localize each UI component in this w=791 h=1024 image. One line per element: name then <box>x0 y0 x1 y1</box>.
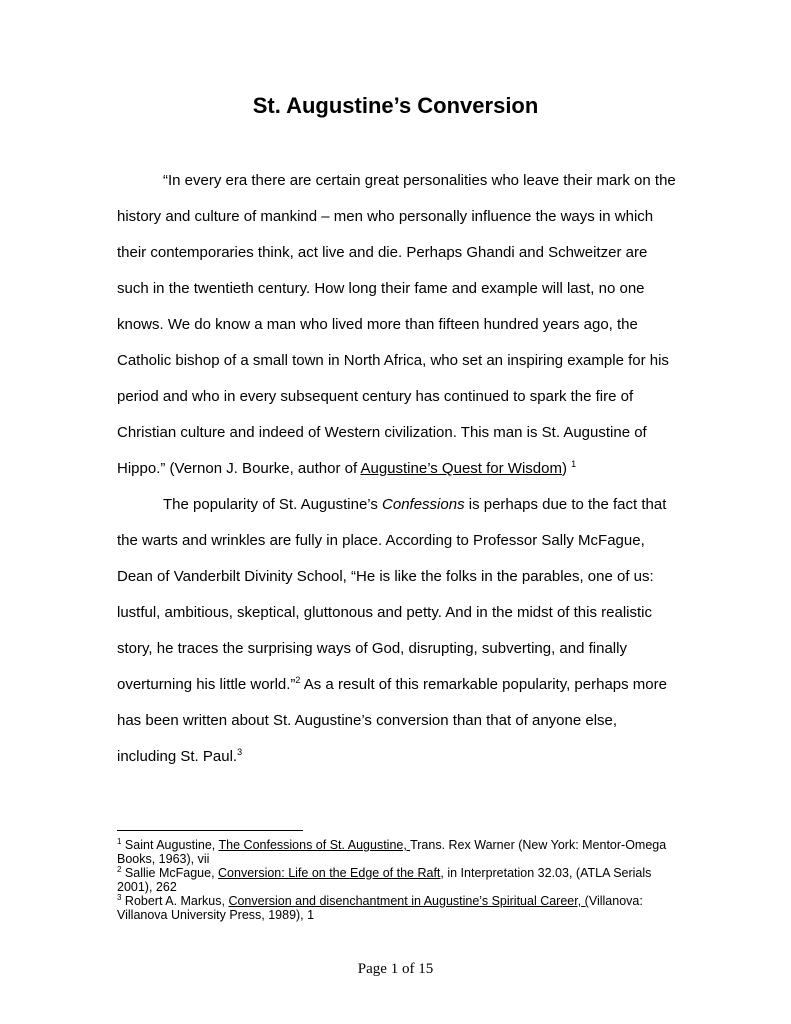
page-number: Page 1 of 15 <box>357 961 434 977</box>
footnote-prefix: Sallie McFague, <box>121 866 219 880</box>
footnote-2 <box>117 866 677 894</box>
footnote-prefix: Robert A. Markus, <box>121 894 229 908</box>
footnote-title: The Confessions of St. Augustine, <box>218 838 411 852</box>
paragraph-1-closing: ) <box>561 460 567 477</box>
footnote-title: Conversion: Life on the Edge of the Raft <box>218 866 441 880</box>
footnote-ref-2: 2 <box>295 675 301 685</box>
footnote-suffix: , in Interpretation 32.03, (ATLA Serials 2001), 262 <box>117 866 652 894</box>
body-text <box>117 163 677 775</box>
page-title: St. Augustine’s Conversion <box>252 93 539 118</box>
confessions-title: Confessions <box>382 496 465 513</box>
paragraph-1 <box>117 163 677 487</box>
paragraph-1-text: “In every era there are certain great personalities who leave their mark on the history and culture of mankind – men who personally influence the ways in which their contemporaries think, act live and die. Perhaps Ghandi and Schweitzer are such in the twentieth century. How long their fame and example will last, no one knows. We do know a man who lived more than fifteen hundred years ago, the Catholic bishop of a small town in North Africa, who set an inspiring example for his period and who in every subsequent century has continued to spark the fire of Christian culture and indeed of Western civilization. This man is St. Augustine of Hippo.” (Vernon J. Bourke, author of <box>117 172 676 477</box>
footnote-3 <box>117 894 677 922</box>
paragraph-2-part3: As a result of this remarkable popularity, perhaps more has been written about St. Augustine’s conversion than that of anyone else, including St. Paul. <box>117 676 667 765</box>
footnote-prefix: Saint Augustine, <box>121 838 219 852</box>
paragraph-2-part1: The popularity of St. Augustine’s <box>163 496 383 513</box>
footnotes <box>117 838 677 922</box>
footnote-suffix: Villanova: Villanova University Press, 1989), 1 <box>117 894 643 922</box>
footnote-number: 3 <box>117 893 122 902</box>
book-title-link: Augustine’s Quest for Wisdom <box>360 460 562 477</box>
footnote-ref-1: 1 <box>571 459 577 469</box>
paragraph-2 <box>117 487 677 775</box>
footnote-suffix: Trans. Rex Warner (New York: Mentor-Omega Books, 1963), vii <box>117 838 667 866</box>
footnote-separator <box>117 830 303 831</box>
footnote-ref-3: 3 <box>237 747 243 757</box>
footnote-number: 1 <box>117 837 122 846</box>
footnote-number: 2 <box>117 865 122 874</box>
footnote-1 <box>117 838 677 866</box>
footnote-title: Conversion and disenchantment in Augustine’s Spiritual Career, ( <box>228 894 589 908</box>
paragraph-2-part2: is perhaps due to the fact that the warts and wrinkles are fully in place. According to Professor Sally McFague, Dean of Vanderbilt Divinity School, “He is like the folks in the parables, one of us: lustful, ambitious, skeptical, gluttonous and petty. And in the midst of this realistic story, he traces the surprising ways of God, disrupting, subverting, and finally overturning his little world.” <box>117 496 667 693</box>
